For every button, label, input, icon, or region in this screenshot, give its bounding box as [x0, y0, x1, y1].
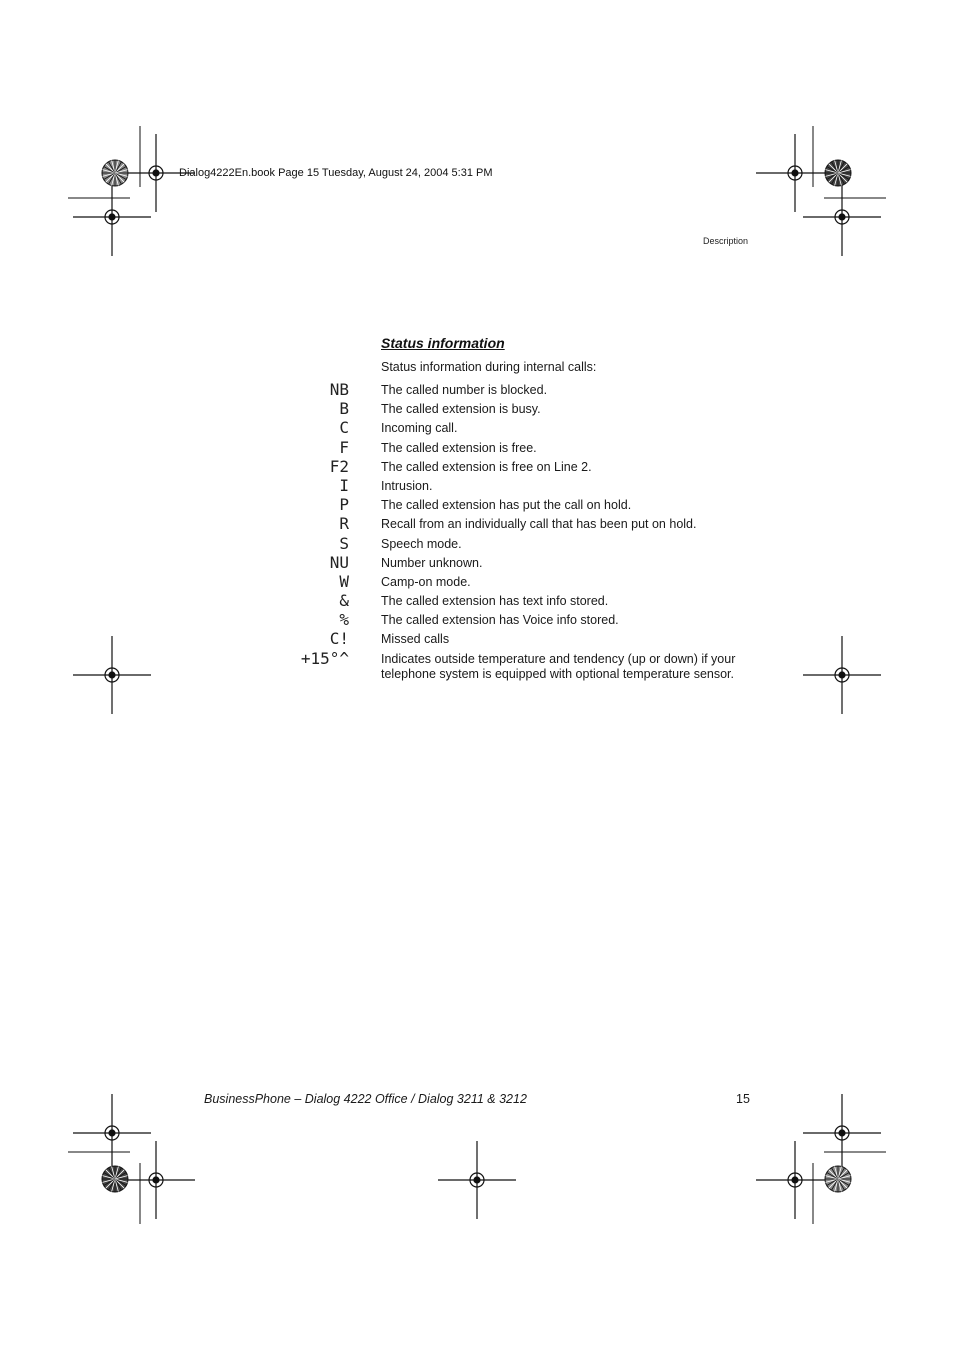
status-code: C [339, 418, 349, 438]
list-item [0, 381, 954, 400]
status-description: Intrusion. [381, 478, 433, 493]
status-code: +15°^ [300, 648, 349, 668]
list-item [0, 400, 954, 419]
status-description: Indicates outside temperature and tendency (up or down) if your telephone system is equipped with optional temperature sensor. [381, 651, 736, 681]
status-description: The called extension has text info stored. [381, 594, 609, 609]
color-wheel-icon [825, 160, 851, 186]
status-code: NU [329, 552, 349, 572]
status-code: B [339, 399, 349, 419]
list-item [0, 554, 954, 573]
status-description: The called extension has Voice info stored. [381, 613, 619, 628]
status-description: The called extension is free on Line 2. [381, 459, 592, 474]
registration-target-icon [803, 1094, 881, 1172]
list-item [0, 458, 954, 477]
section-label: Description [703, 236, 749, 246]
color-wheel-icon [102, 160, 128, 186]
status-list [0, 381, 954, 686]
color-wheel-icon [825, 1166, 851, 1192]
list-item [0, 630, 954, 649]
status-description: Speech mode. [381, 536, 462, 551]
list-item [0, 535, 954, 554]
status-description: The called extension is busy. [381, 402, 541, 417]
list-item [0, 496, 954, 515]
status-code: P [339, 495, 349, 515]
list-item [0, 419, 954, 438]
registration-target-icon [438, 1141, 516, 1219]
list-item [0, 592, 954, 611]
list-item [0, 439, 954, 458]
list-item [0, 573, 954, 592]
status-code: S [339, 533, 349, 553]
status-description: Camp-on mode. [381, 574, 471, 589]
footer-title: BusinessPhone – Dialog 4222 Office / Dialog 3211 & 3212 [204, 1092, 527, 1106]
section-heading: Status information [381, 335, 505, 351]
status-description: Incoming call. [381, 421, 458, 436]
registration-target-icon [117, 1141, 195, 1219]
status-code: W [339, 571, 349, 591]
registration-target-icon [756, 134, 834, 212]
intro-text: Status information during internal calls: [381, 360, 597, 374]
page-number: 15 [736, 1092, 750, 1106]
book-metadata: Dialog4222En.book Page 15 Tuesday, August 24, 2004 5:31 PM [179, 167, 493, 179]
status-description: Recall from an individually call that has been put on hold. [381, 517, 697, 532]
color-wheel-icon [102, 1166, 128, 1192]
status-code: C! [329, 629, 349, 649]
status-description: Number unknown. [381, 555, 483, 570]
list-item [0, 650, 954, 686]
status-code: R [339, 514, 349, 534]
registration-target-icon [803, 178, 881, 256]
status-code: F [339, 437, 349, 457]
registration-target-icon [73, 178, 151, 256]
status-code: & [339, 591, 349, 611]
status-code: NB [329, 380, 349, 399]
registration-target-icon [756, 1141, 834, 1219]
status-description: The called number is blocked. [381, 383, 548, 397]
registration-target-icon [73, 1094, 151, 1172]
status-description: The called extension is free. [381, 440, 537, 455]
status-code: F2 [329, 456, 349, 476]
list-item [0, 611, 954, 630]
list-item [0, 477, 954, 496]
status-code: I [339, 475, 349, 495]
list-item [0, 515, 954, 534]
status-code: % [339, 610, 349, 630]
status-description: Missed calls [381, 632, 450, 647]
status-description: The called extension has put the call on hold. [381, 498, 632, 513]
